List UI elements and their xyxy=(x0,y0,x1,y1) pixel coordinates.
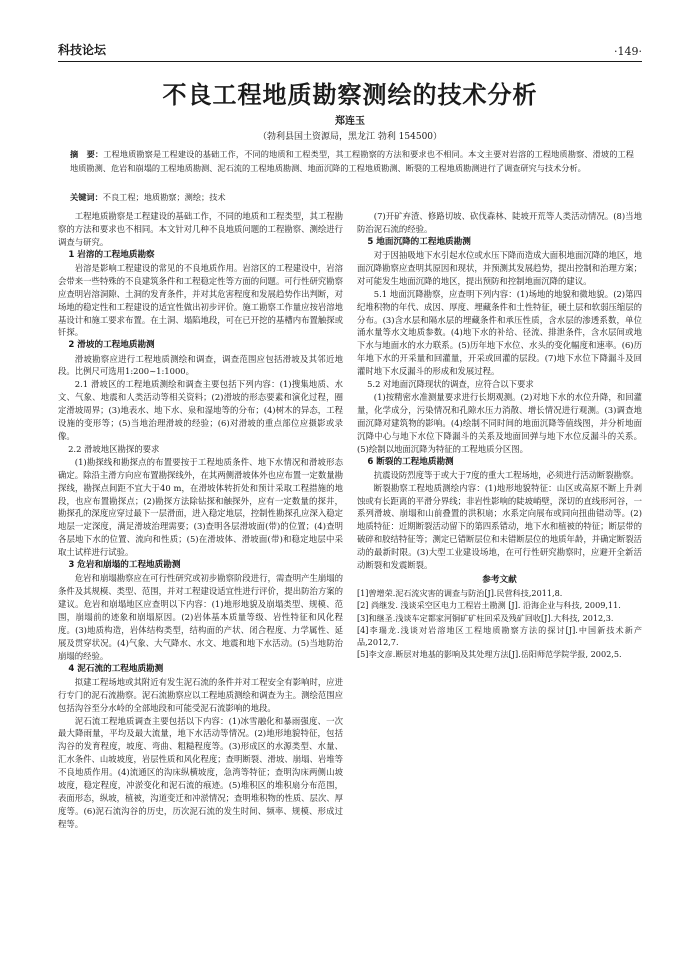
body-paragraph: (1)按精密水准测量要求进行长期观测。(2)对地下水的水位升降，和回灌量，化学成分，污染情况和孔隙水压力消散、增长情况进行观测。(3)调查地面沉降对建筑物的影响。(4)绘制不同时间的地面沉降等值线图，并分析地面沉降中心与地下水位下降漏斗的关系及地面回弹与地下水位反漏斗的关系。(5)绘制以地面沉降为特征的工程地质分区图。 xyxy=(357,391,642,454)
header-rule xyxy=(58,61,642,62)
section-heading: 1 岩溶的工程地质勘察 xyxy=(68,249,155,260)
article-title: 不良工程地质勘察测绘的技术分析 xyxy=(162,81,538,109)
reference-item: [4]李瑞龙.浅谈对岩溶地区工程地质勘察方法的探讨[J].中国新技术新产品,2012,7. xyxy=(357,624,642,647)
keywords-label: 关键词： xyxy=(70,192,103,202)
section-heading: 2 滑坡的工程地质勘测 xyxy=(68,340,155,351)
body-paragraph: 2.1 滑坡区的工程地质测绘和调查主要包括下列内容：(1)搜集地质、水文、气象、地震和人类活动等相关资料；(2)滑坡的形态要素和演化过程，圈定滑坡周界；(3)地表水、地下水、泉和湿地等的分布；(4)树木的异态，工程设施的变形等；(5)当地治理滑坡的经验；(6)对滑坡的重点部位应摄影或录像。 xyxy=(58,379,343,441)
section-heading: 5 地面沉降的工程地质勘测 xyxy=(367,236,471,247)
author-affiliation: （勃利县国土资源局，黑龙江 勃利 154500） xyxy=(257,132,443,142)
body-paragraph: 滑坡勘察应进行工程地质测绘和调查，调查范围应包括滑坡及其邻近地段。比例尺可选用1:200~1:1000。 xyxy=(58,353,343,377)
subsection-heading: 2.2 滑坡地区勘探的要求 xyxy=(68,443,160,454)
keywords-text: 不良工程；地质勘察；测绘；技术 xyxy=(102,192,226,202)
journal-name: 科技论坛 xyxy=(58,43,107,57)
running-header xyxy=(58,38,642,58)
body-paragraph: 岩溶是影响工程建设的常见的不良地质作用。岩溶区的工程建设中，岩溶会带来一些特殊的不良建筑条件和工程稳定性等方面的问题。可行性研究勘察应查明岩溶洞隙、土洞的发育条件，并对其危害程度和发展趋势作出判断，对场地的稳定性和工程建设的适宜性做出初步评价。施工勘察工作量应按岩溶地基设计和施工要求布置。在土洞、塌陷地段，可在已开挖的基槽内布置触探或钎探。 xyxy=(58,262,343,338)
body-paragraph: (7)开矿弃渣、修路切坡、砍伐森林、陡坡开荒等人类活动情况。(8)当地防治泥石流的经验。 xyxy=(357,211,642,234)
body-paragraph: 5.1 地面沉降勘察，应查明下列内容：(1)场地的地貌和微地貌。(2)第四纪堆积物的年代、成因、厚度、埋藏条件和土性特征，硬土层和软弱压缩层的分布。(3)含水层和隔水层的埋藏条件和承压性质，含水层的渗透系数，单位涌水量等水文地质参数。(4)地下水的补给、径流、排泄条件，含水层间或地下水与地面水的水力联系。(5)历年地下水位、水头的变化幅度和速率。(6)历年地下水的开采量和回灌量，开采或回灌的层段。(7)地下水位下降漏斗及回灌时地下水反漏斗的形成和发展过程。 xyxy=(357,288,642,377)
left-column xyxy=(58,210,343,831)
author-name: 郑连玉 xyxy=(335,116,365,127)
body-paragraph: 泥石流工程地质调查主要包括以下内容：(1)冰雪融化和暴雨强度、一次最大降雨量，平均及最大流量，地下水活动等情况。(2)地形地貌特征，包括沟谷的发育程度，坡度、弯曲、粗糙程度等。(3)形成区的水源类型、水量、汇水条件、山坡坡度，岩层性质和风化程度；查明断裂、滑坡、崩塌、岩堆等不良地质作用。(4)流通区的沟床纵横坡度，急湾等特征；查明沟床两侧山坡坡度，稳定程度，冲淤变化和泥石流的痕迹。(5)堆积区的堆积扇分布范围，表面形态，纵坡，植被，沟道变迁和冲淤情况；查明堆积物的性质、层次、厚度等。(6)泥石流沟谷的历史，历次泥石流的发生时间、频率、规模、形成过程等。 xyxy=(58,715,343,829)
reference-item: [1]曾增荣.泥石流灾害的调查与防治[J].民营科技,2011,8. xyxy=(357,588,563,599)
reference-item: [5]李文彦.断层对地基的影响及其处理方法[J].岳阳师范学院学报, 2002,5. xyxy=(357,649,622,660)
reference-item: [2] 尚继发. 浅谈采空区电力工程岩土勘测 [J]. 沿海企业与科技, 2009,11. xyxy=(357,600,621,611)
intro-paragraph: 工程地质勘察是工程建设的基础工作，不同的地质和工程类型，其工程勘察的方法和要求也不相同。本文针对几种不良地质问题的工程勘察、测绘进行调查与研究。 xyxy=(58,211,343,247)
body-paragraph: 抗震设防烈度等于或大于7度的重大工程场地，必须进行活动断裂勘察。 xyxy=(373,469,639,480)
abstract-text: 工程地质勘察是工程建设的基础工作，不同的地质和工程类型，其工程勘察的方法和要求也不相同。本文主要对岩溶的工程地质勘察、滑坡的工程地质勘测、危岩和崩塌的工程地质勘测、泥石流的工程地质勘测、地面沉降的工程地质勘测、断裂的工程地质勘测进行了调查研究与技术分析。 xyxy=(70,149,634,173)
reference-item: [3]和继圣.浅谈车定都家河铜矿矿柱回采及残矿回收[J].大科技, 2012,3. xyxy=(357,612,614,623)
body-paragraph: 危岩和崩塌勘察应在可行性研究或初步勘察阶段进行，需查明产生崩塌的条件及其规模、类型、范围，并对工程建设适宜性进行评价，提出防治方案的建议。危岩和崩塌地区应查明以下内容：(1)地形地貌及崩塌类型、规模、范围，崩塌前的迹象和崩塌原因。(2)岩体基本质量等级、岩性特征和风化程度。(3)地质构造，岩体结构类型，结构面的产状、闭合程度、力学属性、延展及贯穿状况。(4)气象、大气降水、水文、地震和地下水活动。(5)当地防治崩塌的经验。 xyxy=(58,573,343,661)
body-paragraph: 拟建工程场地或其附近有发生泥石流的条件并对工程安全有影响时，应进行专门的泥石流勘察。泥石流勘察应以工程地质测绘和调查为主。测绘范围应包括沟谷至分水岭的全部地段和可能受泥石流影响的地段。 xyxy=(58,676,343,713)
page-number: ·149· xyxy=(614,45,642,58)
body-paragraph: 断裂勘察工程地质测绘内容：(1)地形地貌特征：山区或高原不断上升剥蚀或有长距离的平滑分界线；非岩性影响的陡坡峭壁，深切的直线形河谷，一系列滑坡、崩塌和山前叠置的洪积扇；水系定向展布或同向扭曲错动等。(2)地质特征：近期断裂活动留下的第四系错动，地下水和植被的特征；断层带的破碎和胶结特征等；测定已错断层位和未错断层位的地质年龄，并确定断裂活动的最新时限。(3)大型工业建设场地，在可行性研究勘察时，应避开全新活动断裂和发震断裂。 xyxy=(357,482,642,571)
section-heading: 4 泥石流的工程地质勘测 xyxy=(68,663,164,674)
abstract xyxy=(70,148,634,175)
keywords xyxy=(70,191,634,204)
right-column xyxy=(357,210,642,660)
section-heading: 3 危岩和崩塌的工程地质勘测 xyxy=(68,560,181,571)
body-paragraph: 对于因抽吸地下水引起水位或水压下降而造成大面积地面沉降的地区，地面沉降勘察应查明其原因和现状，并预测其发展趋势，提出控制和治理方案；对可能发生地面沉降的地区，提出预防和控制地面沉降的建议。 xyxy=(357,250,642,286)
body-paragraph: (1)勘探线和勘探点的布置要按于工程地质条件、地下水情况和滑坡形态确定。除沿主滑方向应布置勘探线外，在其两侧滑坡体外也应布置一定数量勘探线，勘探点间距不宜大于40 m，在滑坡体转折处和预计采取工程措施的地段，也应布置勘探点；(2)勘探方法除钻探和触探外，应有一定数量的探井，勘探孔的深度应穿过最下一层滑面，进入稳定地层，控制性勘探孔应深入稳定地层一定深度，满足滑坡治理需要；(3)查明各层滑坡面(带)的位置；(4)查明各层地下水的位置、流向和性质；(5)在滑坡体、滑坡面(带)和稳定地层中采取土试样进行试验。 xyxy=(58,456,343,558)
subsection-heading: 5.2 对地面沉降现状的调查，应符合以下要求 xyxy=(367,379,534,390)
section-heading: 6 断裂的工程地质勘测 xyxy=(367,456,454,467)
references-heading: 参考文献 xyxy=(482,574,517,585)
abstract-label: 摘 要： xyxy=(70,149,104,159)
